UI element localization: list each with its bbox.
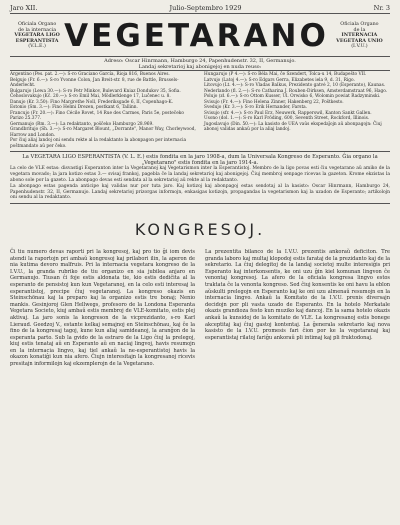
article-left-column [10, 249, 195, 368]
representative-entry: Polujo (zł. 6.—): S-ro Ottom Kusser, Ul. Orwisko 6, Wolomin powiat Radzyminski. [204, 94, 381, 100]
article-paragraph: Ĉi tiu numero devas raporti pri la kongresoj, kaj pro tio ĝi iom devis atendi la raportojn pri ambaŭ kongresoj kaj prilabori ilin, la aperon de nia kutima devoro malfruis. Pri la internacia vegetara kongreso de la I.V.U., la granda rubriko de tiu organizo en sia jubilea anjaro en Germanujo. Tiusan ĉi foje estis aldonata tie, kio estis dediĉita al la esperanto de pensistoj kun kun Vegetaranoj, en la celo esti interesaj la esperantistoj, precipe ĉiuj vegetaranoj. La kongreso okazis en Steinschönau kaj la preparo kaj la organizo estis tre bonaj; Nenio mankis. Gesinjoroj Glen Hellwegs, profesoro de la Londona Esperanta Vegetara Societo, kiuj ambaŭ estis membroj de VLE-komitato, estis plej aktivaj. La jaro sonis la kongreson de la vicprezidanto, s-ro Karl Lieraud. Geedzoj V., estante kelkaj semajnoj en Steinschönau, kaj ĉe la fino de la kongresaj tagoj, kune kun aliaj samideanoj, la aranĝon de la esperanta parto. Sub la gvido de la estraro de la Ligo ĉiuj la prelegoj, kiuj estis tenataj aŭ en Esperanto aŭ en naciaj lingvoj, havis resumojn en la internacia lingvo, kaj tiel ankaŭ la ne-esperantistoj havis la okazon konatiĝi kun nia afero. Ĉiujn interesitajn la kongresanoj ricevis presitajn informilojn kaj ekzemplerojn de la Vegetarano. [10, 248, 195, 368]
article-title: KONGRESOJ. [134, 219, 266, 239]
representative-entry: Por ĉiuj aliaj landoj oni sendu rekte al la redaktanto la abonpagon per internacia poŝtmandato aŭ per ĉeko. [10, 138, 187, 149]
representatives [10, 72, 390, 149]
league-notice: La celo de VLE estas: disvastigi Esperanton inter la Vegetaranoj kaj Vegetarismon inter la Esperantistoj. Membro de la ligo povas esti ĉiu vegetarano aŭ amiko de la vegetara movado; la jara kotizo estas 3.— svisaj frankoj, pagebla ĉe la landaj sekretarioj kaj abonigejoj. Ĉiuj membroj senpage ricevas la gazeton. Krome ekzistas la abono sole por la gazeto. La abonpago devas esti sendata al la sekretarioj aŭ rekte al la redaktanto. [10, 166, 390, 183]
representative-entry: Nederlando (fl. 2.—): S-ro Catharina J. Rouben-Dirksen, Amsterdamstraat 96, Hago. [204, 88, 388, 94]
issue-date: Julio-Septembro 1929 [169, 4, 242, 12]
representative-entry: Bulgarujo (Lewa 30.—): S-ro Petr Minkov, Bulevard Kniaz Dondukov 35, Sofia. [10, 88, 181, 94]
issue-number: Nr. 3 [373, 4, 390, 12]
volume: Jaro XII. [10, 4, 38, 12]
reps-left-column [10, 72, 196, 149]
reps-right-column [204, 72, 390, 149]
representative-entry: Svisujo (Fr. 4.—): Fino Helena Zinner, Hakenberg 22, Poŝtkesto. [204, 99, 344, 105]
representative-entry: Svisujo (sfr. 4.—): S-ro Paul Erz, Neuwerk, Rapperswil, Kanton Sankt Gallen. [204, 110, 372, 116]
article-body [10, 249, 390, 368]
representative-entry: Ĉeĥoslovakujo (Kĉ. 20.—): S-ro Emil Mai, Mödlerklenge 17, Lučenec u. 8. [10, 94, 171, 100]
divider [10, 151, 390, 152]
representative-entry: Latvujo (Latoj 4.—): S-ro Edgars Gerra, Elizabetes iela 9, d. 31, Rigo. [204, 77, 355, 83]
representative-entry: Litovujo (Lt. 4.—): S-ro Vladas Balkus, Prezidento gatvė 2, 10 (Esperanto), Kaunas. [204, 83, 386, 89]
masthead-left: Oficiala Organo de la internacia VEGETARA LIGO ESPERANTISTA (V.L.E.) [14, 22, 60, 50]
representative-entry: Jugoslavujo (Din. 50.—): La kasisto de UEA vaŭs ekspedaĵojn aŭ abonpagojn: Ĉiuj abonoj validas ankaŭ por la aliaj landoj. [204, 121, 382, 133]
publication-title: VEGETARANO [64, 18, 329, 54]
representative-entry: Danujo (Kr. 3.50): Fino Margrethe Noll, Frederiksgade 6, II, Copenhago-K. [10, 99, 174, 105]
representative-entry: Francujo (Fr. 20.—): Fino Cécile Rovet, 14 Rue des Carmes, Paris 5e, posteĉeko Parizo 25.377. [10, 110, 184, 122]
header-line [10, 4, 390, 14]
representative-entry: Argentino (Pes. pat. 2.—): S-ro Graciano García, Rioja 816, Buenos Aires. [10, 72, 170, 78]
representative-entry: Hungarujo (P 4.—): S-ro Béla Mai, ĉe Szendert, Tolca-u 14, Budapeŝto VII. [204, 72, 367, 78]
representative-entry: Belgujo (Fr. 6.—): S-ro Yvonne Colon, Jan Breit-str. 8, rue de Battle, Brussels-Anderlecht. [10, 77, 179, 89]
league-notice-title: La VEGETARA LIGO ESPERANTISTA (V. L. E.) estis fondita en la jaro 1908-a, dum la Universala Kongreso de Esperanto. Ĝia organo la „Vegetarano" estis fondita en la jaro 1914-a. [22, 154, 378, 167]
subscription-notice: La abonpago estas pagenda anticipe kaj validas nur por tuta jaro. Kaj kotizoj kaj abonpagoj estas sendotaj al la kasisto: Oscar Hinrmann, Hamburgo 24, Papenhudenstr. 32, II, Germanujo. Landaj sekretarioj prizorgas informojn, enkasigas kotizojn, propagandas la vegetarismon kaj la uzadon de Esperanto; artikolojn oni sendu al la redaktanto. [10, 184, 390, 201]
representative-entry: Grandbritujo (Sh. 3.—): S-ro Margaret Blount, „Dorrante", Manor Way, Chorleywood, Harrow and London. [10, 127, 196, 138]
admin-address: Adreso: Oscar Hinrmann, Hamburgo 24, Papenhudenstr. 32, II, Germanujo. Landaj sekretarioj kaj abonigejoj en nuda reuso: [10, 56, 390, 71]
representative-entry: Estonio (Sm. 3.—): Fino Helmi Drezen, postkant 6, Tallinn. [10, 105, 138, 111]
representative-entry: Usono (dol. 1.—): S-ro Karl Fröding, 600, Seventh Street, Rockford, Illinois. [204, 116, 370, 122]
representative-entry: Germanujo (Rm. 3.—): La redaktanto, poŝĉeko Hamburgo 28.969. [10, 121, 154, 127]
article-paragraph: La prezentita bilanco de la I.V.U. prezentis ankoraŭ deficiton. Tre granda laboro kaj multaj klopodoj estis farataj de la prezidanto kaj de la sekretario. La ĉiuj delegitoj de la landaj societoj multe interesiĝis pri Esperanto kaj interkonsentis, ke oni uzu ĝin kiel komunan lingvon ĉe venontaj kongresoj. La afero de la oficiala kongresa lingvo estos traktata ĉe la venonta kongreso. Sed ĉiuj konsentis ke oni havu la eblon aŭskulti prelegojn en Esperanto kaj ke oni uzu almenaŭ resumojn en la internacia lingvo. Ankaŭ la Komitato de la I.V.U. prenis diversajn decidojn por pli vasta uzado de Esperanto. En la hotelo Merkatale okazis grandioza festo kun muziko kaj dancoj. En la sama hotelo okazis ankaŭ la kunsidoj de la komitato de VLE. La kongresanoj estis bonege akceptitaj kaj ĉiuj gastoj kontentaj. La ĝenerala sekretario kaj nova kasisto de la I.V.U. promesis fari ĉion por ke la vegetaranaj kaj esperantistaj rilatoj fariĝu ankoraŭ pli intimaj kaj pli fruktodonaj. [205, 248, 390, 341]
divider [10, 203, 390, 204]
representative-entry: Svedujo (Kr. 3.—): S-ro Erik Hernander, Farsta. [204, 105, 308, 111]
masthead [10, 16, 390, 56]
article-right-column [205, 249, 390, 368]
masthead-right: Oficiala Organo de la INTERNACIA VEGETARA UNIO (I.V.U.) [336, 22, 383, 50]
